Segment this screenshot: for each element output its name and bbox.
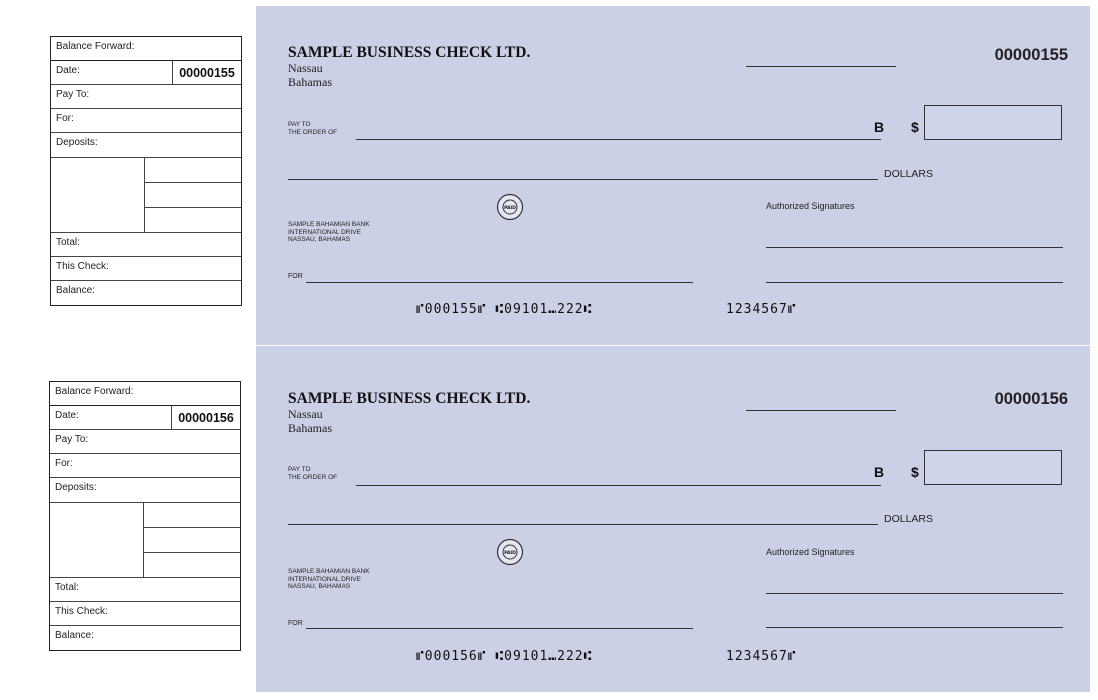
micr-account: 1234567⑈ <box>726 649 797 664</box>
memo-line[interactable] <box>306 282 693 283</box>
stub-deposit-cell[interactable] <box>145 158 241 183</box>
stub-for-label: For: <box>56 113 74 124</box>
paid-seal-icon <box>496 538 524 566</box>
bank-city: NASSAU, BAHAMAS <box>288 583 351 590</box>
stub-total-label: Total: <box>56 237 80 248</box>
pay-to-line2: THE ORDER OF <box>288 474 338 481</box>
stub-date-label: Date: <box>55 410 79 421</box>
check-stub <box>50 36 242 306</box>
stub-pay-to-label: Pay To: <box>55 434 89 445</box>
stub-deposits <box>51 133 241 158</box>
bank-street: INTERNATIONAL DRIVE <box>288 228 361 236</box>
check-row-1 <box>0 0 1098 345</box>
stub-for-label: For: <box>55 458 73 469</box>
authorized-signatures-label: Authorized Signatures <box>766 547 855 557</box>
check-number: 00000156 <box>994 390 1068 408</box>
bank-address <box>288 221 370 244</box>
company-city: Nassau <box>288 407 323 421</box>
stub-balance-forward <box>50 382 240 406</box>
amount-words-line[interactable] <box>288 524 878 525</box>
amount-box[interactable] <box>924 105 1062 140</box>
seal-text: PAID <box>504 550 516 556</box>
authorized-signatures-label: Authorized Signatures <box>766 201 855 211</box>
dollar-sign: $ <box>911 464 919 480</box>
company-city: Nassau <box>288 61 323 75</box>
company-name: SAMPLE BUSINESS CHECK LTD. <box>288 44 531 61</box>
micr-routing: ⑈000156⑈ ⑆09101⑉222⑆ <box>416 649 593 664</box>
stub-balance-forward <box>51 37 241 61</box>
check-stub <box>49 381 241 651</box>
check-row-2 <box>0 346 1098 691</box>
paid-seal-icon <box>496 193 524 221</box>
stub-balance[interactable] <box>50 626 240 650</box>
stub-date-row <box>51 61 241 85</box>
check-body <box>256 346 1090 692</box>
currency-b-mark: B <box>874 119 885 135</box>
amount-words-line[interactable] <box>288 179 878 180</box>
stub-deposits-grid <box>51 158 241 233</box>
stub-deposits-grid <box>50 503 240 578</box>
stub-check-number: 00000156 <box>171 406 240 429</box>
stub-for[interactable] <box>51 109 241 133</box>
stub-pay-to-label: Pay To: <box>56 89 90 100</box>
stub-total[interactable] <box>50 578 240 602</box>
bank-street: INTERNATIONAL DRIVE <box>288 575 361 583</box>
stub-deposit-cell[interactable] <box>144 528 240 553</box>
stub-pay-to[interactable] <box>51 85 241 109</box>
stub-deposits <box>50 478 240 503</box>
memo-line[interactable] <box>306 628 693 629</box>
stub-deposits-label: Deposits: <box>55 482 97 493</box>
stub-deposits-label: Deposits: <box>56 137 98 148</box>
stub-this-check-label: This Check: <box>56 261 109 272</box>
bank-city: NASSAU, BAHAMAS <box>288 236 351 243</box>
date-line[interactable] <box>746 66 896 67</box>
signature-line[interactable] <box>766 247 1063 248</box>
pay-to-label <box>288 121 358 137</box>
signature-line[interactable] <box>766 593 1063 594</box>
stub-deposit-cell[interactable] <box>145 183 241 208</box>
company-country: Bahamas <box>288 421 332 435</box>
bank-name: SAMPLE BAHAMIAN BANK <box>288 568 370 575</box>
dollars-label: DOLLARS <box>884 168 934 180</box>
micr-account: 1234567⑈ <box>726 302 797 317</box>
pay-to-line1: PAY TO <box>288 466 311 473</box>
stub-balance[interactable] <box>51 281 241 305</box>
stub-date-row <box>50 406 240 430</box>
payee-line[interactable] <box>356 485 881 486</box>
pay-to-line2: THE ORDER OF <box>288 129 338 136</box>
memo-label: FOR <box>288 620 303 627</box>
dollar-sign: $ <box>911 119 919 135</box>
micr-routing: ⑈000155⑈ ⑆09101⑉222⑆ <box>416 302 593 317</box>
stub-total-label: Total: <box>55 582 79 593</box>
seal-text: PAID <box>504 205 516 211</box>
stub-deposit-cell[interactable] <box>144 503 240 528</box>
stub-balance-label: Balance: <box>55 630 94 641</box>
pay-to-line1: PAY TO <box>288 121 311 128</box>
company-country: Bahamas <box>288 75 332 89</box>
stub-pay-to[interactable] <box>50 430 240 454</box>
payee-line[interactable] <box>356 139 881 140</box>
company-name: SAMPLE BUSINESS CHECK LTD. <box>288 390 531 407</box>
stub-total[interactable] <box>51 233 241 257</box>
dollars-label: DOLLARS <box>884 513 934 525</box>
check-number: 00000155 <box>994 46 1068 64</box>
stub-date-label: Date: <box>56 65 80 76</box>
signature-line[interactable] <box>766 282 1063 283</box>
stub-for[interactable] <box>50 454 240 478</box>
stub-balance-forward-label: Balance Forward: <box>55 386 134 397</box>
signature-line[interactable] <box>766 627 1063 628</box>
currency-b-mark: B <box>874 464 885 480</box>
stub-this-check-label: This Check: <box>55 606 108 617</box>
memo-label: FOR <box>288 273 303 280</box>
stub-this-check[interactable] <box>50 602 240 626</box>
amount-box[interactable] <box>924 450 1062 485</box>
stub-check-number: 00000155 <box>172 61 241 84</box>
stub-balance-forward-label: Balance Forward: <box>56 41 135 52</box>
pay-to-label <box>288 466 358 482</box>
stub-balance-label: Balance: <box>56 285 95 296</box>
stub-this-check[interactable] <box>51 257 241 281</box>
check-body <box>256 6 1090 345</box>
bank-address <box>288 568 370 591</box>
date-line[interactable] <box>746 410 896 411</box>
bank-name: SAMPLE BAHAMIAN BANK <box>288 221 370 228</box>
